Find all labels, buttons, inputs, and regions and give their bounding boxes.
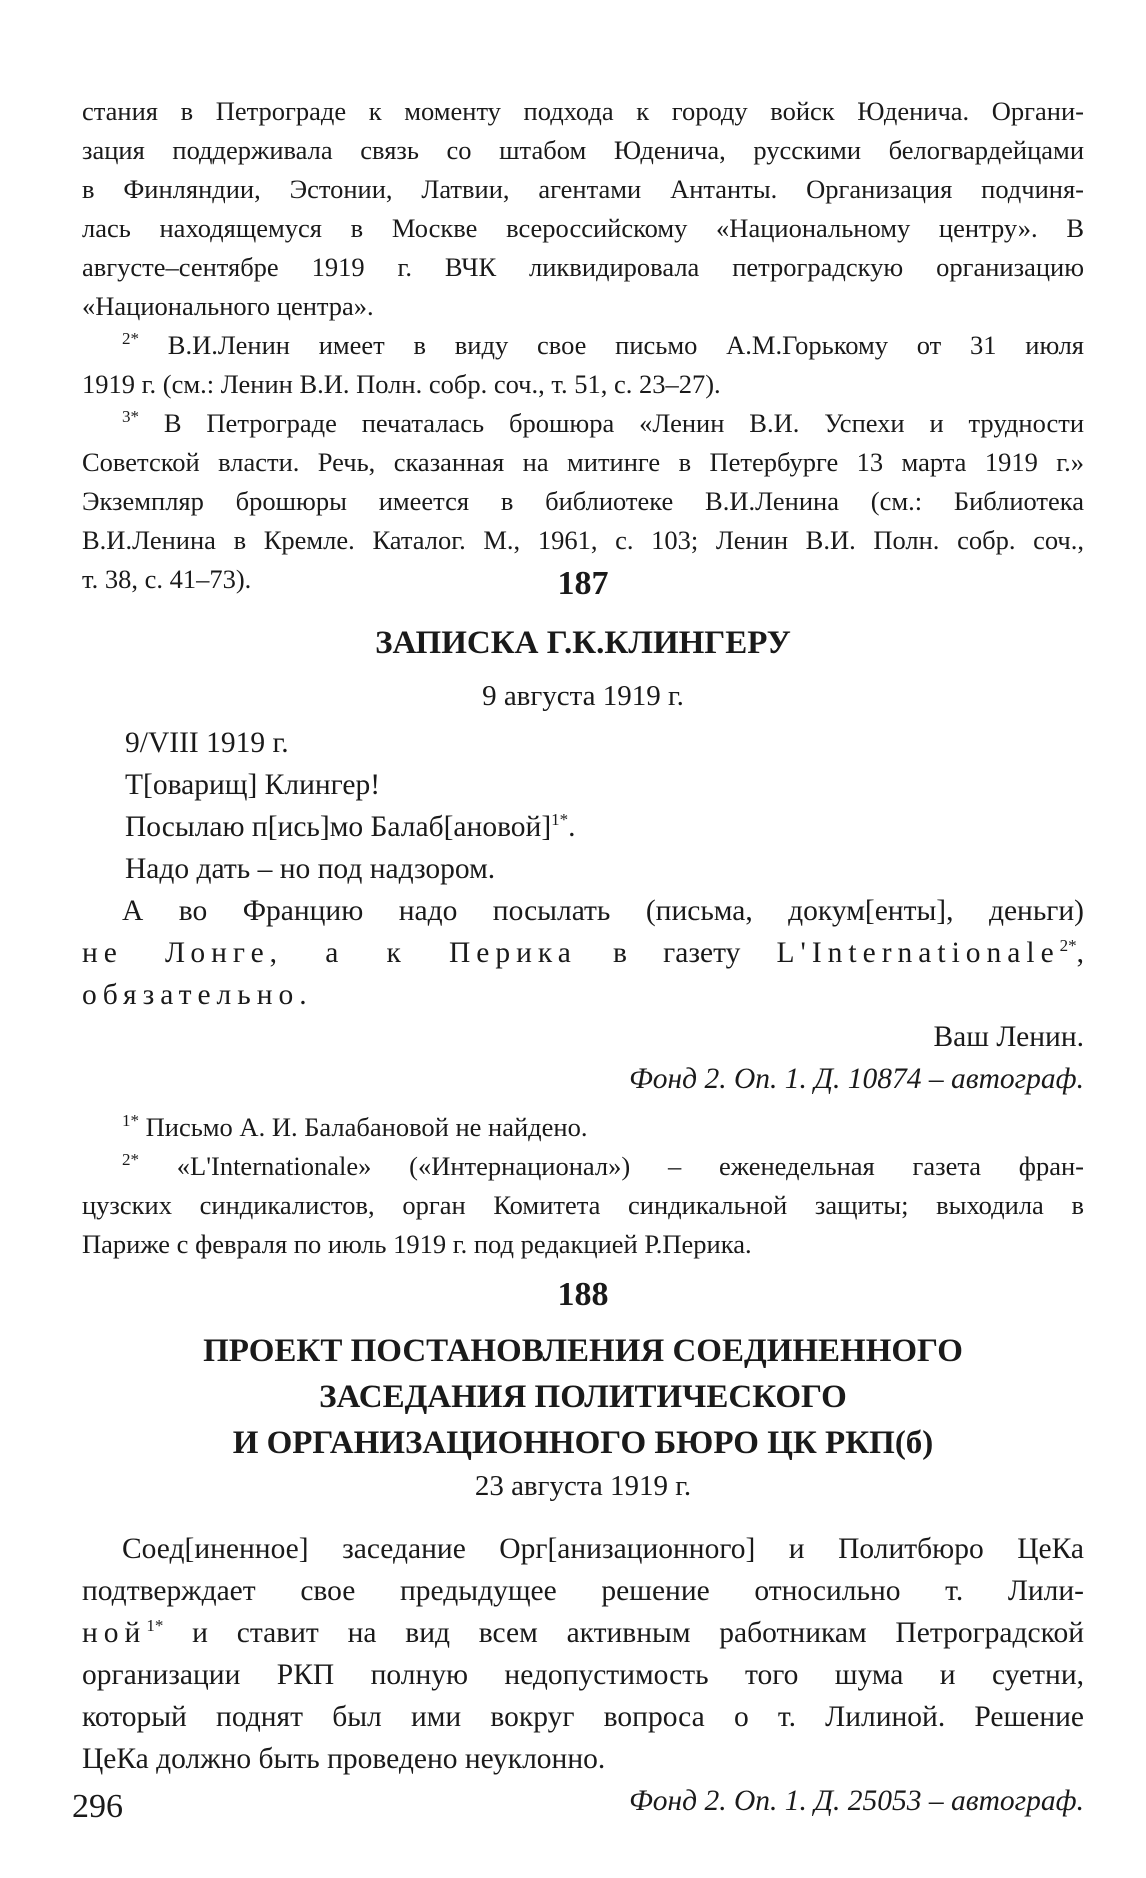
footnote-text: «L'Internationale» («Интернационал») – еженедельная газета фран- bbox=[176, 1151, 1084, 1181]
letter-text: в газету bbox=[613, 937, 741, 969]
document-date: 9 августа 1919 г. bbox=[482, 680, 684, 712]
body-line: организации РКП полную недопустимость того шума и суетни, bbox=[82, 1659, 1084, 1691]
letter-text: , bbox=[1076, 937, 1085, 969]
document-date: 23 августа 1919 г. bbox=[474, 1470, 692, 1502]
document-number: 187 bbox=[557, 565, 609, 602]
letter-line bbox=[82, 932, 1084, 974]
footnote-line: лась находящемуся в Москве всероссийскому «Национальному центру». В bbox=[82, 213, 1084, 243]
title-line: И ОРГАНИЗАЦИОННОГО БЮРО ЦК РКП(б) bbox=[232, 1425, 934, 1461]
footnote-line: Париже с февраля по июль 1919 г. под редакцией Р.Перика. bbox=[82, 1229, 752, 1259]
body-line bbox=[82, 1612, 1084, 1654]
document-number: 188 bbox=[557, 1276, 609, 1313]
footnote-line: Советской власти. Речь, сказанная на митинге в Петербурге 13 марта 1919 г.» bbox=[82, 447, 1084, 477]
letter-body bbox=[82, 890, 1084, 1100]
letter-header bbox=[125, 722, 1085, 890]
footnote-line: В.И.Ленина в Кремле. Каталог. М., 1961, с. 103; Ленин В.И. Полн. собр. соч., bbox=[82, 525, 1084, 555]
footnote-1 bbox=[82, 1108, 1084, 1147]
footnote-marker: 3* bbox=[122, 407, 139, 427]
footnote-text: В.И.Ленин имеет в виду свое письмо А.М.Горькому от 31 июля bbox=[167, 330, 1084, 360]
footnote-marker: 2* bbox=[122, 329, 139, 349]
footnote-marker: 1* bbox=[122, 1111, 139, 1131]
footnote-marker: 1* bbox=[146, 1616, 164, 1636]
letter-date: 9/VIII 1919 г. bbox=[125, 727, 289, 759]
footnote-line: августе–сентябре 1919 г. ВЧК ликвидировала петроградскую организацию bbox=[82, 252, 1084, 282]
footnotes-187 bbox=[82, 1108, 1084, 1264]
footnote-line: т. 38, с. 41–73). bbox=[82, 564, 252, 594]
body-text: ной bbox=[82, 1617, 147, 1649]
letter-line: обязательно. bbox=[82, 979, 313, 1011]
title-line: ПРОЕКТ ПОСТАНОВЛЕНИЯ СОЕДИНЕННОГО bbox=[203, 1333, 963, 1369]
newspaper-name: L'Internationale bbox=[776, 937, 1060, 969]
letter-text: Посылаю п[ись]мо Балаб[ановой] bbox=[125, 811, 552, 843]
body-line: ЦеКа должно быть проведено неуклонно. bbox=[82, 1743, 606, 1775]
letter-line: А во Францию надо посылать (письма, докум[енты], деньги) bbox=[122, 895, 1084, 927]
footnote-marker: 2* bbox=[1059, 936, 1077, 956]
body-text: и ставит на вид всем активным работникам Петроградской bbox=[192, 1617, 1084, 1649]
footnote-line: цузских синдикалистов, орган Комитета синдикальной защиты; выходила в bbox=[82, 1190, 1084, 1220]
body-line: подтверждает свое предыдущее решение относильно т. Лили- bbox=[82, 1575, 1084, 1607]
body-line: который поднят был ими вокруг вопроса о т. Лилиной. Решение bbox=[82, 1701, 1084, 1733]
resolution-body bbox=[82, 1528, 1084, 1822]
footnote-line: «Национального центра». bbox=[82, 291, 374, 321]
document-title: ЗАПИСКА Г.К.КЛИНГЕРУ bbox=[375, 625, 791, 661]
body-line: Соед[иненное] заседание Орг[анизационного] и Политбюро ЦеКа bbox=[122, 1533, 1084, 1565]
footnote-text: Письмо А. И. Балабановой не найдено. bbox=[145, 1112, 588, 1142]
signature: Ваш Ленин. bbox=[933, 1021, 1084, 1053]
footnote-marker: 2* bbox=[122, 1150, 139, 1170]
footnote-line: 1919 г. (см.: Ленин В.И. Полн. собр. соч., т. 51, с. 23–27). bbox=[82, 369, 721, 399]
footnote-line: стания в Петрограде к моменту подхода к городу войск Юденича. Органи- bbox=[82, 96, 1084, 126]
footnote-text: В Петрограде печаталась брошюра «Ленин В.И. Успехи и трудности bbox=[163, 408, 1085, 438]
footnotes-top bbox=[82, 92, 1084, 599]
footnote-3 bbox=[82, 404, 1084, 443]
footnote-line: зация поддерживала связь со штабом Юденича, русскими белогвардейцами bbox=[82, 135, 1084, 165]
footnote-line: в Финляндии, Эстонии, Латвии, агентами Антанты. Организация подчиня- bbox=[82, 174, 1084, 204]
document-title bbox=[82, 1328, 1084, 1466]
letter-line bbox=[125, 806, 1085, 848]
archive-source: Фонд 2. Оп. 1. Д. 25053 – автограф. bbox=[629, 1785, 1084, 1817]
letter-text: . bbox=[568, 811, 576, 843]
footnote-marker: 1* bbox=[551, 810, 569, 830]
footnote-line: Экземпляр брошюры имеется в библиотеке В.И.Ленина (см.: Библиотека bbox=[82, 486, 1084, 516]
footnote-2 bbox=[82, 326, 1084, 365]
page-number: 296 bbox=[72, 1788, 123, 1825]
letter-salutation: Т[оварищ] Клингер! bbox=[125, 769, 381, 801]
title-line: ЗАСЕДАНИЯ ПОЛИТИЧЕСКОГО bbox=[319, 1379, 847, 1415]
footnote-2 bbox=[82, 1147, 1084, 1186]
letter-line: Надо дать – но под надзором. bbox=[125, 853, 496, 885]
letter-text: не Лонге, а к Перика bbox=[82, 937, 577, 969]
archive-source: Фонд 2. Оп. 1. Д. 10874 – автограф. bbox=[629, 1063, 1084, 1095]
